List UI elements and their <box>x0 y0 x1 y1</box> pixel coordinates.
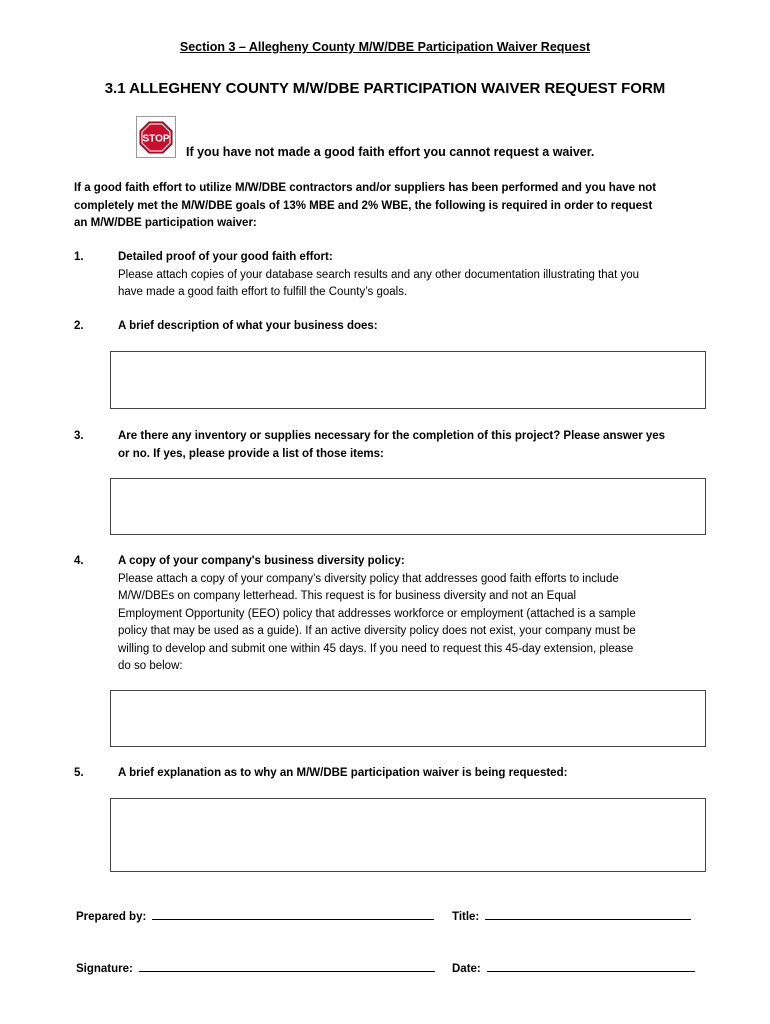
item-number: 1. <box>74 251 84 263</box>
business-description-field[interactable] <box>110 351 706 409</box>
item-heading-line: or no. If yes, please provide a list of those items: <box>118 447 384 460</box>
intro-paragraph <box>74 180 704 233</box>
date-label: Date: <box>452 963 481 975</box>
stop-sign-text: STOP <box>142 133 170 145</box>
item-number: 4. <box>74 555 84 567</box>
title-row <box>452 907 691 923</box>
stop-warning: If you have not made a good faith effort you cannot request a waiver. <box>186 145 595 159</box>
waiver-explanation-field[interactable] <box>110 798 706 872</box>
item-number: 2. <box>74 320 84 332</box>
item-description-line: Please attach copies of your database search results and any other documentation illustrating that you <box>118 268 640 281</box>
item-description-line: Employment Opportunity (EEO) policy that addresses workforce or employment (attached is a sample <box>118 607 636 620</box>
item-description-line: have made a good faith effort to fulfill the County’s goals. <box>118 286 408 298</box>
intro-line: If a good faith effort to utilize M/W/DBE contractors and/or suppliers has been performed and you have not <box>74 182 657 194</box>
stop-sign-icon <box>136 116 176 158</box>
signature-field[interactable] <box>139 959 435 972</box>
prepared-by-field[interactable] <box>152 907 434 920</box>
title-label: Title: <box>452 911 480 923</box>
signature-label: Signature: <box>76 963 133 975</box>
item-heading: Detailed proof of your good faith effort: <box>118 251 333 263</box>
item-description-line: policy that may be used as a guide). If an active diversity policy does not exist, your company must be <box>118 625 636 637</box>
form-title: 3.1 ALLEGHENY COUNTY M/W/DBE PARTICIPATION WAIVER REQUEST FORM <box>104 80 666 97</box>
intro-line: completely met the M/W/DBE goals of 13% MBE and 2% WBE, the following is required in order to request <box>74 199 653 212</box>
intro-line: an M/W/DBE participation waiver: <box>74 217 257 229</box>
item-description-line: do so below: <box>118 660 183 672</box>
item-description-line: Please attach a copy of your company’s diversity policy that addresses good faith efforts to include <box>118 572 619 585</box>
item-description-line: M/W/DBEs on company letterhead. This request is for business diversity and not an Equal <box>118 590 577 602</box>
item-heading: A brief description of what your business does: <box>118 320 378 332</box>
section-title: Section 3 – Allegheny County M/W/DBE Participation Waiver Request <box>179 40 591 54</box>
item-heading-line: Are there any inventory or supplies necessary for the completion of this project? Please answer yes <box>118 430 666 442</box>
title-field[interactable] <box>485 907 691 920</box>
item-number: 5. <box>74 767 84 779</box>
date-row <box>452 959 695 975</box>
item-heading: A copy of your company's business diversity policy: <box>118 555 405 567</box>
diversity-extension-field[interactable] <box>110 690 706 747</box>
prepared-by-row <box>76 907 434 923</box>
signature-row <box>76 959 435 975</box>
inventory-supplies-field[interactable] <box>110 478 706 535</box>
item-heading: A brief explanation as to why an M/W/DBE participation waiver is being requested: <box>118 767 568 779</box>
item-number: 3. <box>74 430 84 442</box>
item-description-line: willing to develop and submit one within 45 days. If you need to request this 45-day extension, please <box>118 642 634 655</box>
date-field[interactable] <box>487 959 695 972</box>
prepared-by-label: Prepared by: <box>76 911 147 923</box>
